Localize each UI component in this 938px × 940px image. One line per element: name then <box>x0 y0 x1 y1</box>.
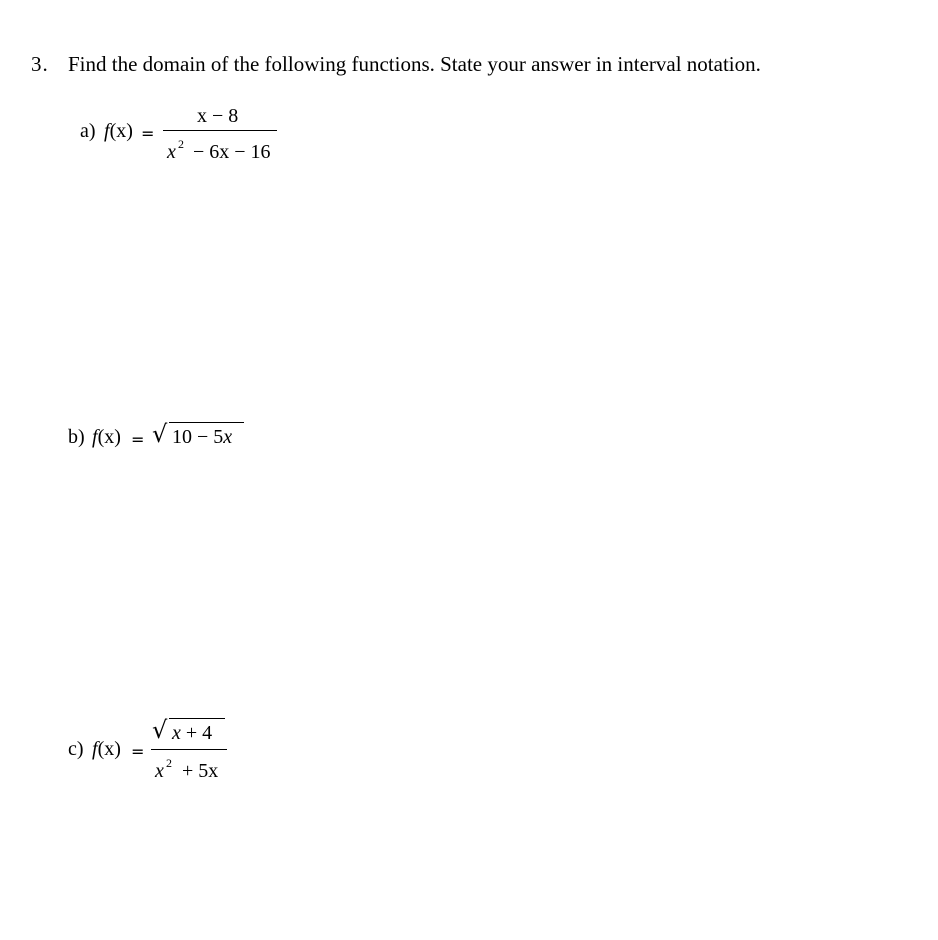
part-b-radical-icon: √ <box>152 420 168 448</box>
part-a-fname: f <box>104 120 110 142</box>
part-c-den-base: x <box>155 760 164 782</box>
part-c-den-rest: + 5x <box>182 760 219 782</box>
part-b-arg: (x) <box>97 426 121 448</box>
part-a-den-rest: − 6x − 16 <box>193 141 271 163</box>
question-number: 3. <box>31 52 49 76</box>
part-a-arg: (x) <box>109 120 133 142</box>
part-a-fraction-bar <box>163 130 277 131</box>
part-b-radicand-var: x <box>223 426 233 448</box>
part-b-radicand <box>172 426 232 449</box>
part-c-equals: = <box>131 742 145 761</box>
part-b-equals: = <box>131 430 145 449</box>
part-a-den-base: x <box>167 141 176 163</box>
part-c-num-rest: + 4 <box>185 722 213 744</box>
part-a-denominator <box>167 141 176 164</box>
question-prompt: Find the domain of the following functions. State your answer in interval notation. <box>68 52 761 76</box>
part-a-den-exponent: 2 <box>178 137 184 151</box>
part-b-label: b) <box>68 426 85 448</box>
part-c-num-var: x <box>172 722 181 744</box>
part-c-numerator <box>172 722 212 745</box>
part-b-function <box>92 426 121 449</box>
part-c-radical-icon: √ <box>152 716 168 744</box>
part-c-fraction-bar <box>151 749 227 750</box>
part-a-numerator: x − 8 <box>197 105 239 127</box>
part-c-denominator <box>155 760 164 783</box>
part-c-arg: (x) <box>97 738 121 760</box>
part-c-radical-bar <box>169 718 225 719</box>
part-b-radicand-num: 10 − 5 <box>172 426 224 448</box>
part-c-den-exponent: 2 <box>166 756 172 770</box>
part-c-function <box>92 738 121 761</box>
part-b-fname: f <box>92 426 98 448</box>
part-a-equals: = <box>141 124 155 143</box>
part-c-fname: f <box>92 738 98 760</box>
part-b-radical-bar <box>169 422 244 423</box>
part-c-label: c) <box>68 738 84 760</box>
part-a-function <box>104 120 133 143</box>
part-a-label: a) <box>80 120 96 142</box>
